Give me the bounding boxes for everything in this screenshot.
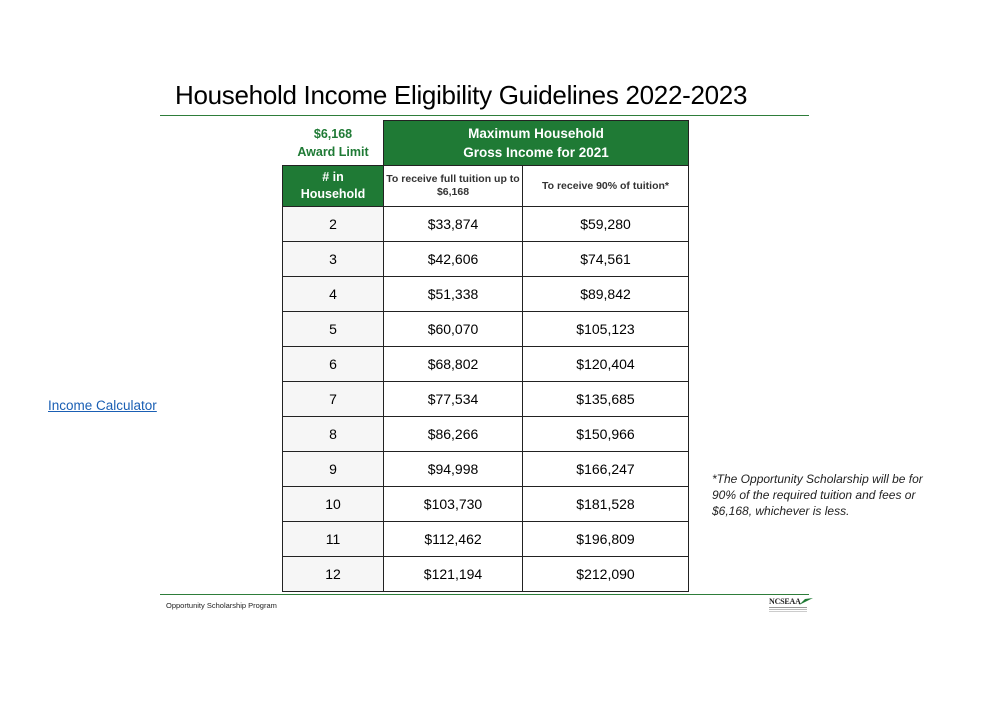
table-header-row-top <box>283 121 689 166</box>
table-header-spacer <box>283 121 384 166</box>
household-cell: 9 <box>283 452 384 487</box>
title-divider <box>160 115 809 116</box>
logo-text: NCSEAA <box>769 597 801 606</box>
household-cell: 11 <box>283 522 384 557</box>
ninety-percent-cell: $150,966 <box>523 417 689 452</box>
table-row <box>283 312 689 347</box>
ninety-percent-cell: $74,561 <box>523 242 689 277</box>
household-cell: 6 <box>283 347 384 382</box>
table-row <box>283 382 689 417</box>
scholarship-footnote: *The Opportunity Scholarship will be for 90% of the required tuition and fees or $6,168, whichever is less. <box>712 472 923 518</box>
household-cell: 8 <box>283 417 384 452</box>
ninety-percent-cell: $120,404 <box>523 347 689 382</box>
household-cell: 12 <box>283 557 384 592</box>
ninety-percent-cell: $166,247 <box>523 452 689 487</box>
table-row <box>283 242 689 277</box>
full-tuition-cell: $77,534 <box>384 382 523 417</box>
full-tuition-cell: $60,070 <box>384 312 523 347</box>
table-row <box>283 347 689 382</box>
household-cell: 10 <box>283 487 384 522</box>
max-income-header-line2: Gross Income for 2021 <box>463 145 609 160</box>
table-header-row-sub <box>283 166 689 207</box>
household-column-header <box>283 166 384 207</box>
logo-subtext-lines <box>769 607 807 608</box>
ninety-percent-cell: $181,528 <box>523 487 689 522</box>
footer-program-name: Opportunity Scholarship Program <box>166 601 277 610</box>
ninety-percent-cell: $59,280 <box>523 207 689 242</box>
household-cell: 3 <box>283 242 384 277</box>
ninety-percent-cell: $212,090 <box>523 557 689 592</box>
household-cell: 5 <box>283 312 384 347</box>
max-income-header-line1: Maximum Household <box>468 126 604 141</box>
household-header-line1: # in <box>322 170 344 184</box>
income-calculator-link[interactable]: Income Calculator <box>48 398 157 413</box>
full-tuition-header-line2: $6,168 <box>436 186 470 198</box>
max-income-header <box>384 121 689 166</box>
table-row <box>283 277 689 312</box>
award-limit-amount: $6,168 <box>313 127 353 141</box>
full-tuition-cell: $94,998 <box>384 452 523 487</box>
table-row <box>283 522 689 557</box>
full-tuition-cell: $33,874 <box>384 207 523 242</box>
full-tuition-cell: $121,194 <box>384 557 523 592</box>
ninety-percent-cell: $196,809 <box>523 522 689 557</box>
household-cell: 2 <box>283 207 384 242</box>
logo-swoosh-icon <box>799 597 813 606</box>
footer-divider <box>160 594 809 595</box>
ninety-percent-cell: $105,123 <box>523 312 689 347</box>
full-tuition-cell: $51,338 <box>384 277 523 312</box>
full-tuition-cell: $68,802 <box>384 347 523 382</box>
full-tuition-cell: $112,462 <box>384 522 523 557</box>
ncseaa-logo <box>769 597 814 615</box>
ninety-percent-cell: $89,842 <box>523 277 689 312</box>
income-guidelines-table <box>282 120 689 592</box>
ninety-percent-column-header: To receive 90% of tuition* <box>523 166 689 207</box>
table-row <box>283 417 689 452</box>
full-tuition-header-line1: To receive full tuition up to <box>386 173 520 185</box>
page-title: Household Income Eligibility Guidelines 2022-2023 <box>175 80 748 110</box>
household-cell: 4 <box>283 277 384 312</box>
ninety-percent-cell: $135,685 <box>523 382 689 417</box>
table-row <box>283 452 689 487</box>
table-row <box>283 557 689 592</box>
award-limit-text: Award Limit <box>297 145 369 159</box>
full-tuition-cell: $103,730 <box>384 487 523 522</box>
table-row <box>283 207 689 242</box>
table-body <box>283 207 689 592</box>
full-tuition-column-header <box>384 166 523 207</box>
full-tuition-cell: $86,266 <box>384 417 523 452</box>
full-tuition-cell: $42,606 <box>384 242 523 277</box>
table-row <box>283 487 689 522</box>
household-cell: 7 <box>283 382 384 417</box>
household-header-line2: Household <box>300 187 366 201</box>
